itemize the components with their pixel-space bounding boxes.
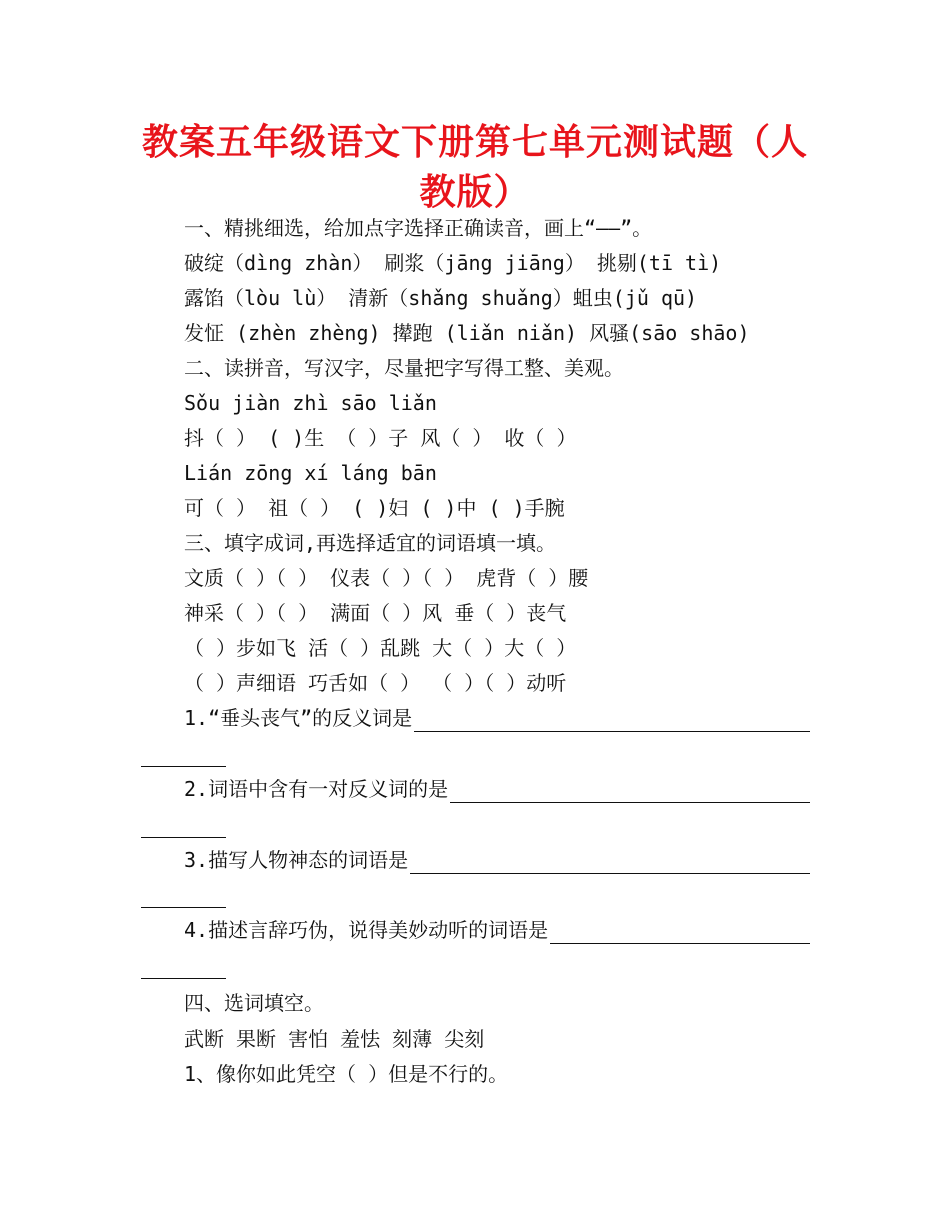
question-4-text: 4.描述言辞巧伪，说得美妙动听的词语是 <box>184 918 549 942</box>
answer-blank[interactable] <box>450 780 810 803</box>
pinyin-choice-row: 露馅（lòu lù） 清新（shǎng shuǎng）蛆虫(jǔ qū) <box>184 286 698 310</box>
answer-blank-continuation[interactable] <box>141 836 226 838</box>
idiom-blank-row: （ ）声细语 巧舌如（ ） （ ）（ ）动听 <box>184 671 567 695</box>
fill-in-item-1: 1、像你如此凭空（ ）但是不行的。 <box>184 1062 509 1086</box>
question-3-text: 3.描写人物神态的词语是 <box>184 848 409 872</box>
answer-blank[interactable] <box>414 709 810 732</box>
idiom-blank-row: 神采（ ）（ ） 满面（ ）风 垂（ ）丧气 <box>184 601 567 625</box>
section-2-heading: 二、读拼音，写汉字，尽量把字写得工整、美观。 <box>184 356 624 380</box>
pinyin-row: Sǒu jiàn zhì sāo liǎn <box>184 391 437 415</box>
hanzi-blank-row: 可（ ） 祖（ ） ( )妇 ( )中 ( )手腕 <box>184 496 565 520</box>
answer-blank[interactable] <box>410 851 810 874</box>
question-1 <box>184 704 810 732</box>
section-3-heading: 三、填字成词,再选择适宜的词语填一填。 <box>184 531 557 555</box>
section-1-heading: 一、精挑细选，给加点字选择正确读音，画上“——”。 <box>184 216 653 240</box>
question-3 <box>184 846 810 874</box>
pinyin-choice-row: 破绽（dìng zhàn） 刷浆（jāng jiāng） 挑剔(tī tì) <box>184 251 722 275</box>
answer-blank-continuation[interactable] <box>141 765 226 767</box>
idiom-blank-row: 文质（ ）（ ） 仪表（ ）（ ） 虎背（ ）腰 <box>184 566 589 590</box>
page-title: 教案五年级语文下册第七单元测试题（人教版） <box>141 122 808 213</box>
word-bank: 武断 果断 害怕 羞怯 刻薄 尖刻 <box>184 1027 485 1051</box>
pinyin-choice-row: 发怔 (zhèn zhèng) 撵跑 (liǎn niǎn) 风骚(sāo shāo) <box>184 321 750 345</box>
answer-blank-continuation[interactable] <box>141 906 226 908</box>
answer-blank[interactable] <box>550 921 810 944</box>
section-4-heading: 四、选词填空。 <box>184 991 324 1015</box>
pinyin-row: Lián zōng xí láng bān <box>184 461 437 485</box>
question-1-text: 1.“垂头丧气”的反义词是 <box>184 706 413 730</box>
idiom-blank-row: （ ）步如飞 活（ ）乱跳 大（ ）大（ ） <box>184 636 577 660</box>
question-2 <box>184 775 810 803</box>
question-2-text: 2.词语中含有一对反义词的是 <box>184 777 449 801</box>
hanzi-blank-row: 抖（ ） ( )生 （ ）子 风（ ） 收（ ） <box>184 426 577 450</box>
answer-blank-continuation[interactable] <box>141 977 226 979</box>
question-4 <box>184 916 810 944</box>
